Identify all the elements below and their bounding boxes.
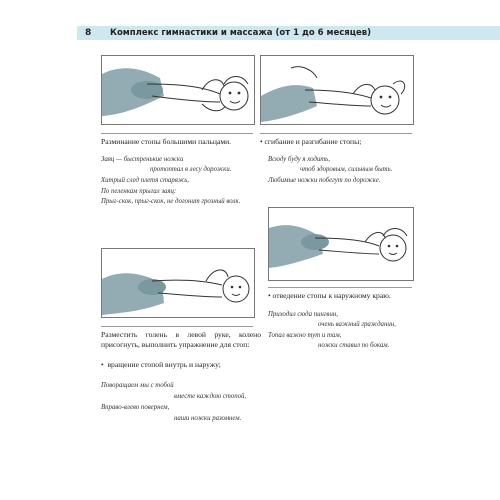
verse-line: протоптал в лесу дорожки. xyxy=(150,166,232,173)
illustration-foot-rotation xyxy=(101,248,255,318)
baby-massage-drawing xyxy=(102,56,254,124)
verse-line: Всюду буду я ходить, xyxy=(268,156,330,163)
caption-foot-abduction: • отведение стопы к наружному краю. xyxy=(268,291,391,300)
verse-line: Приходил сюда пингвин, xyxy=(268,311,338,318)
caption-foot-flexion: • сгибание и разгибание стопы; xyxy=(260,137,362,146)
verse-line: Поворащаем мы с тобой xyxy=(101,382,174,389)
baby-massage-drawing xyxy=(102,249,254,317)
divider xyxy=(101,326,253,327)
verse-line: Вправо-влево повернем, xyxy=(101,404,170,411)
verse-line: наши ножки разомнем. xyxy=(174,415,242,422)
page-number: 8 xyxy=(85,28,92,38)
baby-massage-drawing xyxy=(261,56,413,124)
illustration-foot-abduction xyxy=(268,207,414,281)
verse-line: вместе каждою стопой, xyxy=(174,393,247,400)
header-title: Комплекс гимнастики и массажа (от 1 до 6 месяцев) xyxy=(110,28,372,38)
verse-line: По пеленкам прыгал заяц: xyxy=(101,188,177,195)
bullet-marker-icon: • xyxy=(101,360,108,369)
bullet-text: вращение стопой внутрь и наружу; xyxy=(107,360,221,369)
bullet-item xyxy=(101,360,221,370)
divider xyxy=(101,133,253,134)
verse-line: ножки ставил по бокам. xyxy=(318,342,390,349)
divider xyxy=(260,133,412,134)
page-header xyxy=(0,26,500,40)
verse-line: Хитрый след плетя старяжь, xyxy=(101,177,189,184)
caption-foot-kneading: Разминание стопы большими пальцами. xyxy=(101,137,232,146)
verse-line: очень важный гражданин, xyxy=(318,321,396,328)
verse-line: Любимые ножки побегут по дорожке. xyxy=(268,177,381,184)
verse-line: Топал важно тут и там, xyxy=(268,332,342,339)
verse-line: Прыг-скок, прыг-скок, не догонит грозный волк. xyxy=(101,198,241,205)
illustration-foot-flexion xyxy=(260,55,414,125)
baby-massage-drawing xyxy=(269,208,413,280)
divider xyxy=(268,287,412,288)
verse-line: Заяц — быстренькие ножки xyxy=(101,156,184,163)
verse-line: чтоб здоровым, сильным быть. xyxy=(300,166,393,173)
caption-foot-rotation: Разместить голень в левой руке, колено присогнуть, выполнить упражнение для стоп: xyxy=(101,330,261,349)
illustration-foot-kneading xyxy=(101,55,255,125)
